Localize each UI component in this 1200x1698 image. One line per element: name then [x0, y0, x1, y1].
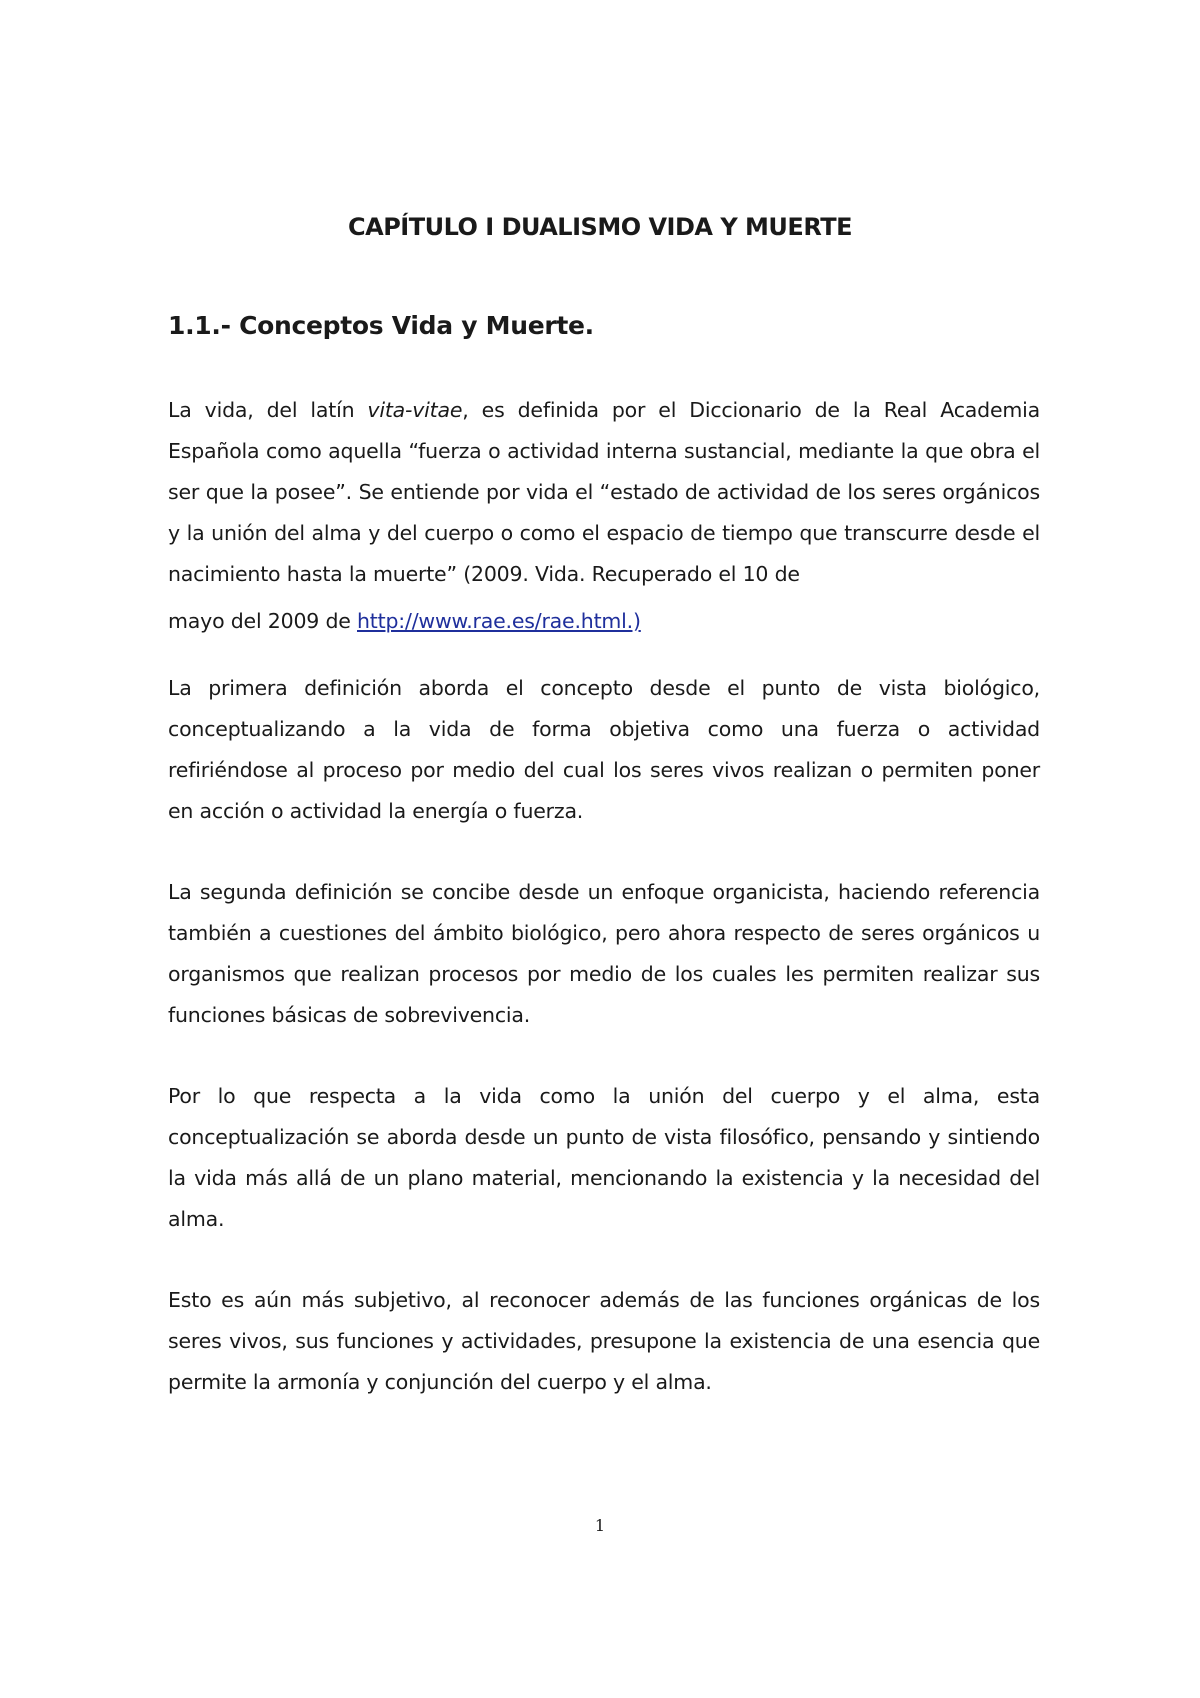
page-number: 1: [594, 1516, 606, 1535]
paragraph-body-soul: Por lo que respecta a la vida como la unión del cuerpo y el alma, esta conceptualización se aborda desde un punto de vista filosófico, pensando y sintiendo la vida más allá de un plano material, mencionando la existencia y la necesidad del alma.: [168, 1084, 1040, 1231]
paragraph-subjective: Esto es aún más subjetivo, al reconocer además de las funciones orgánicas de los seres vivos, sus funciones y actividades, presupone la existencia de una esencia que permite la armonía y conjunción del cuerpo y el alma.: [168, 1288, 1040, 1394]
paragraph-text: La vida, del latín: [168, 398, 368, 422]
section-title: 1.1.- Conceptos Vida y Muerte.: [168, 311, 594, 340]
paragraph-second-definition: La segunda definición se concibe desde un enfoque organicista, haciendo referencia también a cuestiones del ámbito biológico, pero ahora respecto de seres orgánicos u organismos que realizan procesos por medio de los cuales les permiten realizar sus funciones básicas de sobrevivencia.: [168, 880, 1040, 1027]
chapter-title: CAPÍTULO I DUALISMO VIDA Y MUERTE: [348, 213, 852, 241]
paragraph-text: mayo del 2009 de: [168, 609, 357, 633]
rae-link[interactable]: http://www.rae.es/rae.html.): [357, 609, 641, 633]
paragraph-text: , es definida por el Diccionario de la Real Academia Española como aquella “fuerza o actividad interna sustancial, mediante la que obra el ser que la posee”. Se entiende por vida el “estado de actividad de los seres orgánicos y la unión del alma y del cuerpo o como el espacio de tiempo que transcurre desde el nacimiento hasta la muerte” (2009. Vida. Recuperado el 10 de: [168, 398, 1040, 586]
latin-term: vita-vitae: [367, 398, 463, 422]
paragraph-first-definition: La primera definición aborda el concepto desde el punto de vista biológico, conceptualizando a la vida de forma objetiva como una fuerza o actividad refiriéndose al proceso por medio del cual los seres vivos realizan o permiten poner en acción o actividad la energía o fuerza.: [168, 676, 1040, 823]
paragraph-vida-definition: [168, 390, 1040, 642]
